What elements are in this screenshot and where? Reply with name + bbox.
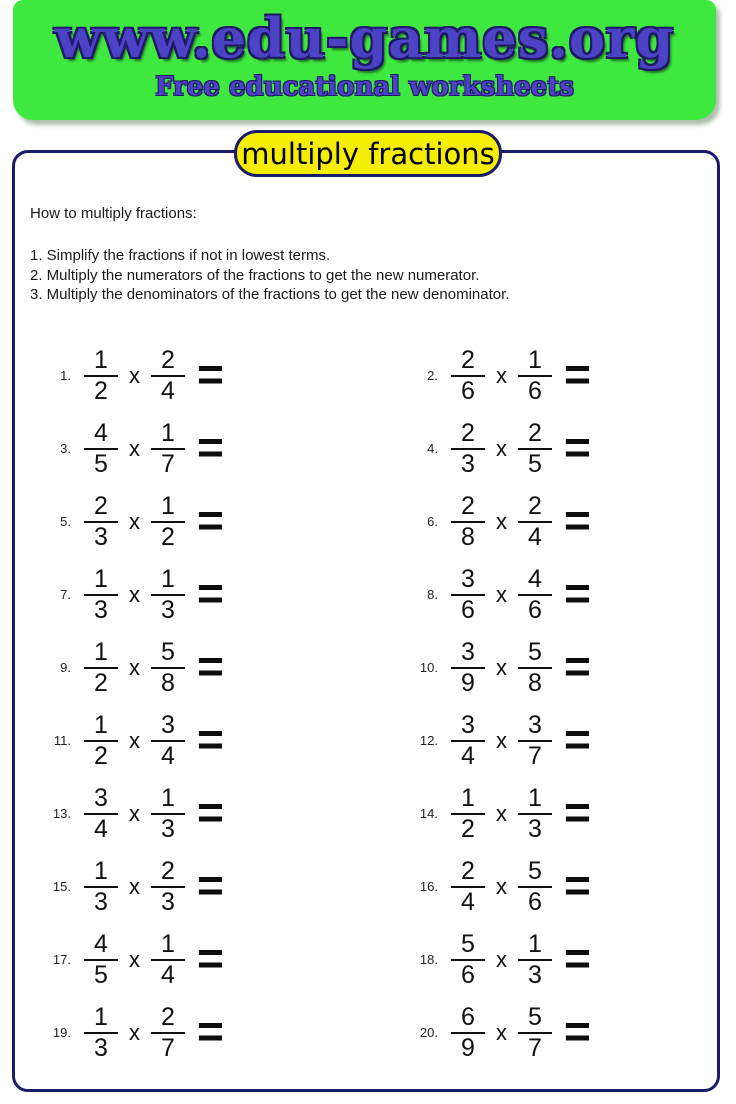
numerator: 3: [451, 566, 485, 596]
numerator: 3: [84, 785, 118, 815]
problem-item: 14. $\frac{1}{2}$ x $\frac{1}{3}$ =: [366, 777, 717, 850]
denominator: 3: [94, 522, 108, 551]
fraction: [84, 347, 118, 405]
denominator: 2: [461, 814, 475, 843]
site-tagline: Free educational worksheets: [155, 72, 574, 102]
problem-number: 9.: [60, 660, 71, 675]
numerator: 1: [84, 347, 118, 377]
multiply-operator: x: [496, 581, 507, 607]
numerator: 1: [84, 566, 118, 596]
denominator: 7: [161, 449, 175, 478]
problem-item: 18. $\frac{5}{6}$ x $\frac{1}{3}$ =: [366, 923, 717, 996]
numerator: 1: [151, 420, 185, 450]
problem-item: 15. $\frac{1}{3}$ x $\frac{2}{3}$ =: [15, 850, 366, 923]
denominator: 3: [94, 1033, 108, 1062]
denominator: 2: [161, 522, 175, 551]
denominator: 7: [161, 1033, 175, 1062]
numerator: 1: [518, 931, 552, 961]
fraction: [518, 639, 552, 697]
fraction: [84, 1004, 118, 1062]
fraction: [518, 931, 552, 989]
numerator: 5: [518, 1004, 552, 1034]
numerator: 2: [451, 858, 485, 888]
denominator: 2: [94, 741, 108, 770]
site-banner: [13, 0, 716, 120]
numerator: 3: [518, 712, 552, 742]
fraction: [451, 639, 485, 697]
fraction: [151, 1004, 185, 1062]
problem-item: 20. $\frac{6}{9}$ x $\frac{5}{7}$ =: [366, 996, 717, 1069]
fraction: [151, 493, 185, 551]
multiply-operator: x: [129, 800, 140, 826]
site-title: www.edu-games.org: [54, 6, 675, 70]
multiply-operator: x: [129, 1019, 140, 1045]
problem-number: 2.: [427, 368, 438, 383]
multiply-operator: x: [496, 654, 507, 680]
fraction: [451, 347, 485, 405]
fraction: [518, 785, 552, 843]
fraction: [84, 712, 118, 770]
denominator: 4: [161, 741, 175, 770]
problem-number: 6.: [427, 514, 438, 529]
multiply-operator: x: [129, 946, 140, 972]
numerator: 5: [451, 931, 485, 961]
instructions-heading: How to multiply fractions:: [30, 205, 197, 222]
numerator: 4: [84, 931, 118, 961]
worksheet-frame: [12, 150, 720, 1092]
problem-number: 15.: [52, 879, 71, 894]
problem-item: 6. $\frac{2}{8}$ x $\frac{2}{4}$ =: [366, 485, 717, 558]
denominator: 9: [461, 668, 475, 697]
problem-item: 1. $\frac{1}{2}$ x $\frac{2}{4}$ =: [15, 339, 366, 412]
numerator: 1: [151, 566, 185, 596]
numerator: 1: [518, 785, 552, 815]
denominator: 5: [94, 449, 108, 478]
problem-number: 16.: [419, 879, 438, 894]
numerator: 5: [151, 639, 185, 669]
denominator: 5: [528, 449, 542, 478]
problem-number: 17.: [52, 952, 71, 967]
problem-number: 12.: [419, 733, 438, 748]
numerator: 3: [451, 712, 485, 742]
multiply-operator: x: [496, 873, 507, 899]
numerator: 2: [84, 493, 118, 523]
denominator: 3: [528, 960, 542, 989]
problem-number: 5.: [60, 514, 71, 529]
multiply-operator: x: [129, 435, 140, 461]
fraction: [518, 858, 552, 916]
problems-grid: [15, 339, 717, 1069]
problem-item: 4. $\frac{2}{3}$ x $\frac{2}{5}$ =: [366, 412, 717, 485]
multiply-operator: x: [496, 946, 507, 972]
denominator: 4: [461, 887, 475, 916]
denominator: 5: [94, 960, 108, 989]
numerator: 3: [451, 639, 485, 669]
numerator: 1: [451, 785, 485, 815]
denominator: 3: [461, 449, 475, 478]
problem-number: 14.: [419, 806, 438, 821]
denominator: 7: [528, 741, 542, 770]
problem-number: 19.: [52, 1025, 71, 1040]
numerator: 5: [518, 639, 552, 669]
problem-number: 18.: [419, 952, 438, 967]
fraction: [84, 493, 118, 551]
problem-item: 8. $\frac{3}{6}$ x $\frac{4}{6}$ =: [366, 558, 717, 631]
fraction: [151, 712, 185, 770]
multiply-operator: x: [496, 362, 507, 388]
numerator: 6: [451, 1004, 485, 1034]
numerator: 1: [84, 712, 118, 742]
instruction-step: 2. Multiply the numerators of the fractions to get the new numerator.: [30, 266, 480, 284]
fraction: [451, 931, 485, 989]
problem-number: 4.: [427, 441, 438, 456]
fraction: [84, 858, 118, 916]
fraction: [84, 639, 118, 697]
multiply-operator: x: [496, 727, 507, 753]
denominator: 4: [94, 814, 108, 843]
problem-item: 10. $\frac{3}{9}$ x $\frac{5}{8}$ =: [366, 631, 717, 704]
multiply-operator: x: [496, 508, 507, 534]
multiply-operator: x: [496, 1019, 507, 1045]
fraction: [84, 566, 118, 624]
denominator: 7: [528, 1033, 542, 1062]
denominator: 8: [461, 522, 475, 551]
fraction: [518, 420, 552, 478]
problem-item: 5. $\frac{2}{3}$ x $\frac{1}{2}$ =: [15, 485, 366, 558]
fraction: [451, 493, 485, 551]
problem-number: 13.: [52, 806, 71, 821]
denominator: 6: [528, 595, 542, 624]
denominator: 8: [161, 668, 175, 697]
multiply-operator: x: [129, 508, 140, 534]
numerator: 1: [518, 347, 552, 377]
denominator: 3: [161, 887, 175, 916]
instructions-block: [30, 205, 509, 305]
numerator: 1: [151, 493, 185, 523]
denominator: 3: [528, 814, 542, 843]
numerator: 1: [84, 1004, 118, 1034]
fraction: [151, 858, 185, 916]
problem-item: 12. $\frac{3}{4}$ x $\frac{3}{7}$ =: [366, 704, 717, 777]
denominator: 3: [94, 887, 108, 916]
worksheet-title: multiply fractions: [241, 136, 495, 171]
numerator: 4: [518, 566, 552, 596]
fraction: [451, 420, 485, 478]
denominator: 6: [528, 887, 542, 916]
fraction: [518, 712, 552, 770]
denominator: 9: [461, 1033, 475, 1062]
multiply-operator: x: [129, 654, 140, 680]
multiply-operator: x: [129, 362, 140, 388]
multiply-operator: x: [496, 435, 507, 461]
problem-number: 1.: [60, 368, 71, 383]
problem-item: 19. $\frac{1}{3}$ x $\frac{2}{7}$ =: [15, 996, 366, 1069]
problem-number: 10.: [419, 660, 438, 675]
denominator: 6: [528, 376, 542, 405]
fraction: [518, 1004, 552, 1062]
instruction-step: 1. Simplify the fractions if not in lowest terms.: [30, 247, 331, 264]
numerator: 2: [151, 1004, 185, 1034]
denominator: 3: [161, 814, 175, 843]
numerator: 1: [84, 639, 118, 669]
numerator: 5: [518, 858, 552, 888]
problem-number: 20.: [419, 1025, 438, 1040]
multiply-operator: x: [496, 800, 507, 826]
fraction: [151, 420, 185, 478]
multiply-operator: x: [129, 873, 140, 899]
fraction: [518, 566, 552, 624]
fraction: [518, 493, 552, 551]
fraction: [451, 1004, 485, 1062]
fraction: [151, 931, 185, 989]
problem-item: 11. $\frac{1}{2}$ x $\frac{3}{4}$ =: [15, 704, 366, 777]
denominator: 6: [461, 595, 475, 624]
worksheet-title-badge: [234, 130, 502, 177]
fraction: [451, 566, 485, 624]
multiply-operator: x: [129, 727, 140, 753]
denominator: 4: [161, 960, 175, 989]
fraction: [151, 639, 185, 697]
problem-item: 7. $\frac{1}{3}$ x $\frac{1}{3}$ =: [15, 558, 366, 631]
fraction: [518, 347, 552, 405]
problem-number: 8.: [427, 587, 438, 602]
problem-number: 7.: [60, 587, 71, 602]
denominator: 6: [461, 960, 475, 989]
numerator: 1: [84, 858, 118, 888]
fraction: [151, 785, 185, 843]
fraction: [151, 347, 185, 405]
problem-item: 17. $\frac{4}{5}$ x $\frac{1}{4}$ =: [15, 923, 366, 996]
denominator: 3: [94, 595, 108, 624]
numerator: 3: [151, 712, 185, 742]
fraction: [151, 566, 185, 624]
numerator: 1: [151, 785, 185, 815]
numerator: 2: [451, 493, 485, 523]
fraction: [451, 858, 485, 916]
denominator: 3: [161, 595, 175, 624]
denominator: 2: [94, 376, 108, 405]
numerator: 2: [451, 347, 485, 377]
multiply-operator: x: [129, 581, 140, 607]
numerator: 2: [518, 493, 552, 523]
fraction: [84, 420, 118, 478]
numerator: 1: [151, 931, 185, 961]
problem-number: 11.: [53, 733, 71, 748]
problem-item: 2. $\frac{2}{6}$ x $\frac{1}{6}$ =: [366, 339, 717, 412]
denominator: 6: [461, 376, 475, 405]
denominator: 2: [94, 668, 108, 697]
fraction: [84, 785, 118, 843]
problem-item: 3. $\frac{4}{5}$ x $\frac{1}{7}$ =: [15, 412, 366, 485]
problem-item: 13. $\frac{3}{4}$ x $\frac{1}{3}$ =: [15, 777, 366, 850]
denominator: 4: [161, 376, 175, 405]
numerator: 2: [151, 347, 185, 377]
fraction: [451, 712, 485, 770]
numerator: 4: [84, 420, 118, 450]
problem-item: 9. $\frac{1}{2}$ x $\frac{5}{8}$ =: [15, 631, 366, 704]
instruction-step: 3. Multiply the denominators of the fractions to get the new denominator.: [30, 286, 510, 303]
problem-number: 3.: [60, 441, 71, 456]
numerator: 2: [151, 858, 185, 888]
numerator: 2: [518, 420, 552, 450]
problem-item: 16. $\frac{2}{4}$ x $\frac{5}{6}$ =: [366, 850, 717, 923]
denominator: 4: [528, 522, 542, 551]
denominator: 4: [461, 741, 475, 770]
numerator: 2: [451, 420, 485, 450]
fraction: [451, 785, 485, 843]
denominator: 8: [528, 668, 542, 697]
fraction: [84, 931, 118, 989]
